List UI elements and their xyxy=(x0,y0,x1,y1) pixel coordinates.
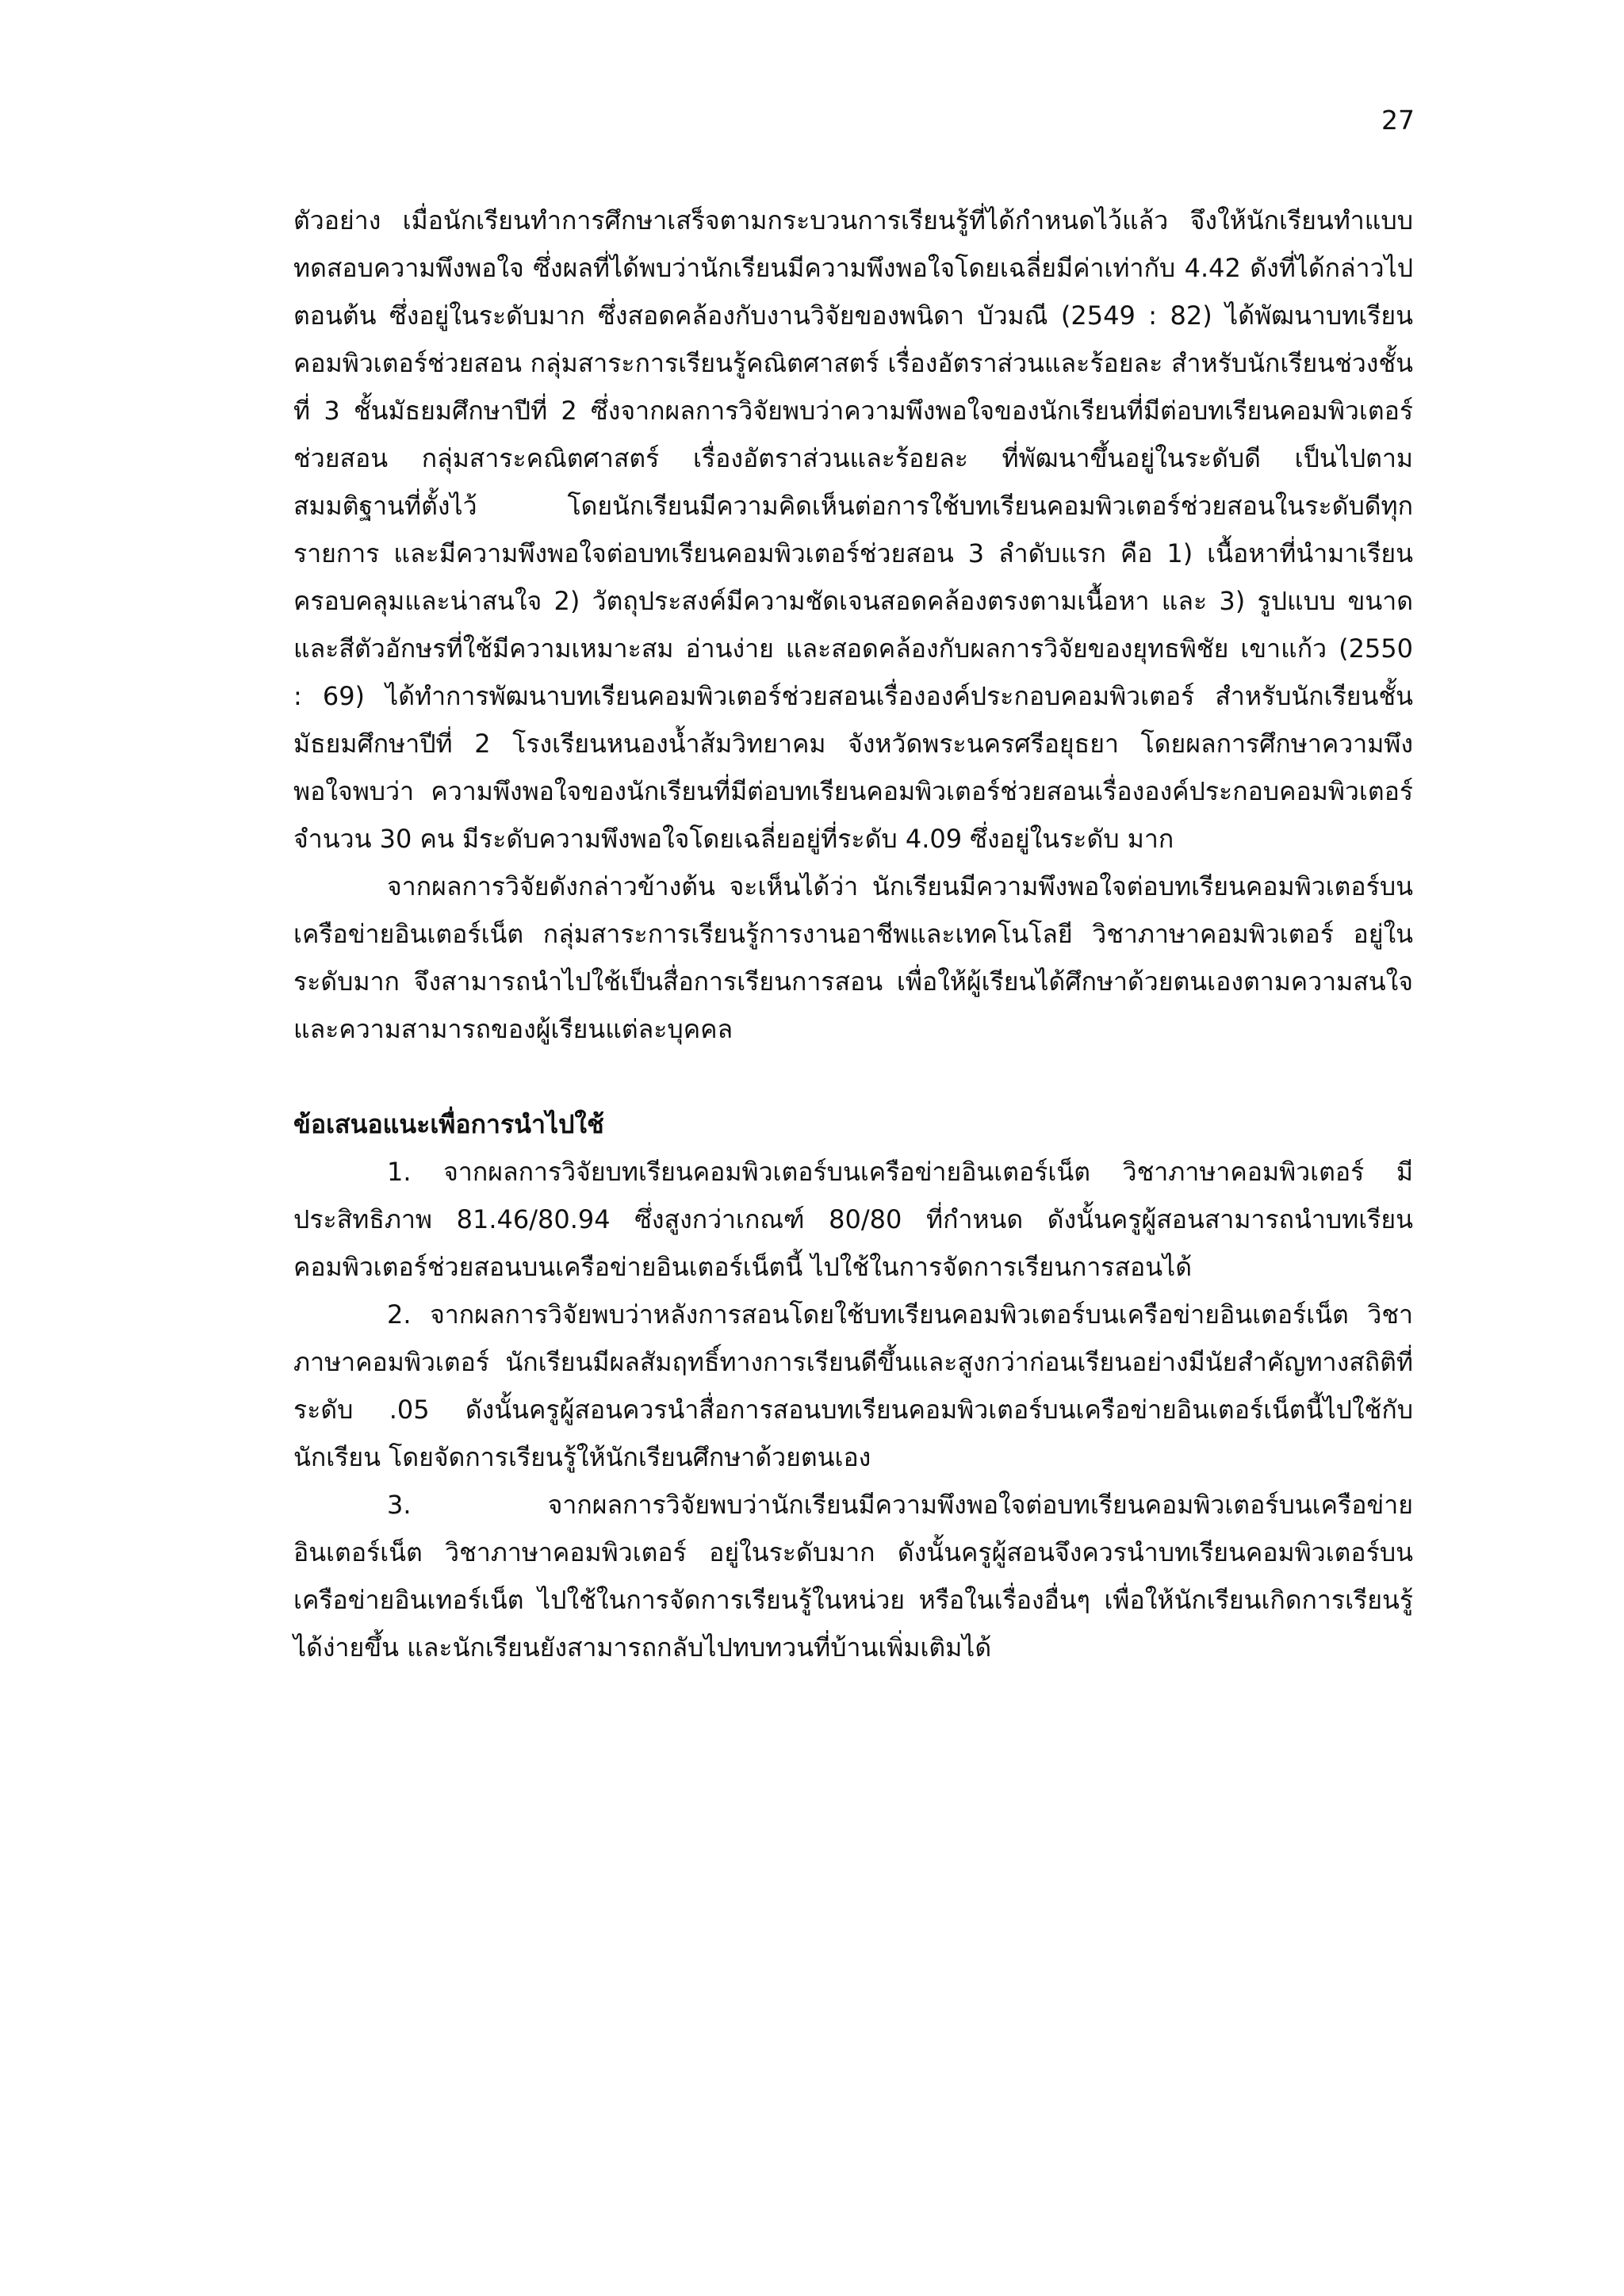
recommendation-item-3: 3. จากผลการวิจัยพบว่านักเรียนมีความพึงพอใจต่อบทเรียนคอมพิวเตอร์บนเครือข่ายอินเตอร์เน็ต วิชาภาษาคอมพิวเตอร์ อยู่ในระดับมาก ดังนั้นครูผู้สอนจึงควรนำบทเรียนคอมพิวเตอร์บนเครือข่ายอินเทอร์เน็ต ไปใช้ในการจัดการเรียนรู้ในหน่วย หรือในเรื่องอื่นๆ เพื่อให้นักเรียนเกิดการเรียนรู้ได้ง่ายขึ้น และนักเรียนยังสามารถกลับไปทบทวนที่บ้านเพิ่มเติมได้ xyxy=(293,1490,1413,1663)
page-number: 27 xyxy=(1381,105,1415,136)
recommendation-item-2: 2. จากผลการวิจัยพบว่าหลังการสอนโดยใช้บทเรียนคอมพิวเตอร์บนเครือข่ายอินเตอร์เน็ต วิชาภาษาคอมพิวเตอร์ นักเรียนมีผลสัมฤทธิ์ทางการเรียนดีขึ้นและสูงกว่าก่อนเรียนอย่างมีนัยสำคัญทางสถิติที่ระดับ .05 ดังนั้นครูผู้สอนควรนำสื่อการสอนบทเรียนคอมพิวเตอร์บนเครือข่ายอินเตอร์เน็ตนี้ไปใช้กับนักเรียน โดยจัดการเรียนรู้ให้นักเรียนศึกษาด้วยตนเอง xyxy=(293,1299,1413,1472)
paragraph-discussion: ตัวอย่าง เมื่อนักเรียนทำการศึกษาเสร็จตามกระบวนการเรียนรู้ที่ได้กำหนดไว้แล้ว จึงให้นักเรียนทำแบบทดสอบความพึงพอใจ ซึ่งผลที่ได้พบว่านักเรียนมีความพึงพอใจโดยเฉลี่ยมีค่าเท่ากับ 4.42 ดังที่ได้กล่าวไปตอนต้น ซึ่งอยู่ในระดับมาก ซึ่งสอดคล้องกับงานวิจัยของพนิดา บัวมณี (2549 : 82) ได้พัฒนาบทเรียนคอมพิวเตอร์ช่วยสอน กลุ่มสาระการเรียนรู้คณิตศาสตร์ เรื่องอัตราส่วนและร้อยละ สำหรับนักเรียนช่วงชั้นที่ 3 ชั้นมัธยมศึกษาปีที่ 2 ซึ่งจากผลการวิจัยพบว่าความพึงพอใจของนักเรียนที่มีต่อบทเรียนคอมพิวเตอร์ช่วยสอน กลุ่มสาระคณิตศาสตร์ เรื่องอัตราส่วนและร้อยละ ที่พัฒนาขึ้นอยู่ในระดับดี เป็นไปตามสมมติฐานที่ตั้งไว้ โดยนักเรียนมีความคิดเห็นต่อการใช้บทเรียนคอมพิวเตอร์ช่วยสอนในระดับดีทุกรายการ และมีความพึงพอใจต่อบทเรียนคอมพิวเตอร์ช่วยสอน 3 ลำดับแรก คือ 1) เนื้อหาที่นำมาเรียนครอบคลุมและน่าสนใจ 2) วัตถุประสงค์มีความชัดเจนสอดคล้องตรงตามเนื้อหา และ 3) รูปแบบ ขนาด และสีตัวอักษรที่ใช้มีความเหมาะสม อ่านง่าย และสอดคล้องกับผลการวิจัยของยุทธพิชัย เขาแก้ว (2550 : 69) ได้ทำการพัฒนาบทเรียนคอมพิวเตอร์ช่วยสอนเรื่ององค์ประกอบคอมพิวเตอร์ สำหรับนักเรียนชั้นมัธยมศึกษาปีที่ 2 โรงเรียนหนองน้ำส้มวิทยาคม จังหวัดพระนครศรีอยุธยา โดยผลการศึกษาความพึงพอใจพบว่า ความพึงพอใจของนักเรียนที่มีต่อบทเรียนคอมพิวเตอร์ช่วยสอนเรื่ององค์ประกอบคอมพิวเตอร์ จำนวน 30 คน มีระดับความพึงพอใจโดยเฉลี่ยอยู่ที่ระดับ 4.09 ซึ่งอยู่ในระดับ มาก xyxy=(293,205,1413,854)
document-body xyxy=(293,197,1413,1671)
recommendation-item-1: 1. จากผลการวิจัยบทเรียนคอมพิวเตอร์บนเครือข่ายอินเตอร์เน็ต วิชาภาษาคอมพิวเตอร์ มีประสิทธิภาพ 81.46/80.94 ซึ่งสูงกว่าเกณฑ์ 80/80 ที่กำหนด ดังนั้นครูผู้สอนสามารถนำบทเรียนคอมพิวเตอร์ช่วยสอนบนเครือข่ายอินเตอร์เน็ตนี้ ไปใช้ในการจัดการเรียนการสอนได้ xyxy=(293,1157,1413,1282)
paragraph-conclusion: จากผลการวิจัยดังกล่าวข้างต้น จะเห็นได้ว่า นักเรียนมีความพึงพอใจต่อบทเรียนคอมพิวเตอร์บนเครือข่ายอินเตอร์เน็ต กลุ่มสาระการเรียนรู้การงานอาชีพและเทคโนโลยี วิชาภาษาคอมพิวเตอร์ อยู่ในระดับมาก จึงสามารถนำไปใช้เป็นสื่อการเรียนการสอน เพื่อให้ผู้เรียนได้ศึกษาด้วยตนเองตามความสนใจและความสามารถของผู้เรียนแต่ละบุคคล xyxy=(293,871,1413,1044)
section-heading: ข้อเสนอแนะเพื่อการนำไปใช้ xyxy=(293,1109,604,1139)
